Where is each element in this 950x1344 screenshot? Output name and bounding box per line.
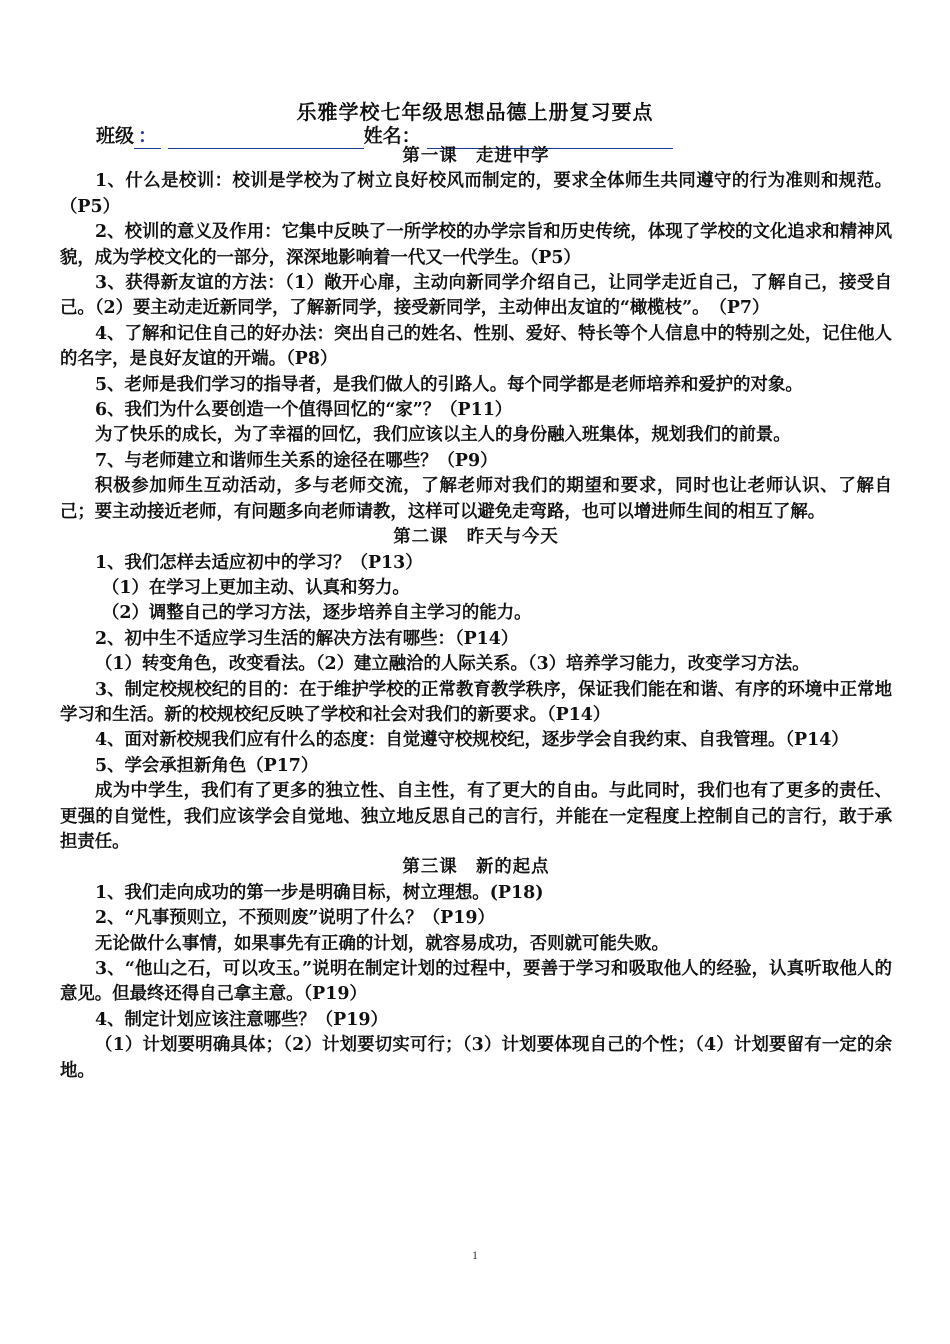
class-colon: ： [134,121,161,149]
paragraph: （2）调整自己的学习方法，逐步培养自主学习的能力。 [102,603,532,624]
paragraph: 2、“凡事预则立，不预则废”说明了什么？（P19） [95,908,495,929]
paragraph: 2、初中生不适应学习生活的解决方法有哪些：（P14） [95,628,519,649]
paragraph: （1）在学习上更加主动、认真和努力。 [102,577,410,598]
document-body [60,144,892,1084]
paragraph: 1、什么是校训：校训是学校为了树立良好校风而制定的，要求全体师生共同遵守的行为准则和规范。（P5） [60,171,892,217]
paragraph: 3、获得新友谊的方法：（1）敞开心扉，主动向新同学介绍自己，让同学走近自己，了解自己，接受自己。（2）要主动走近新同学，了解新同学，接受新同学，主动伸出友谊的“橄榄枝”。 （P7） [60,273,892,319]
paragraph: 4、面对新校规我们应有什么的态度：自觉遵守校规校纪，逐步学会自我约束、自我管理。（P14） [95,730,849,751]
document-title: 乐雅学校七年级思想品德上册复习要点 [296,100,654,124]
paragraph: 积极参加师生互动活动，多与老师交流，了解老师对我们的期望和要求，同时也让老师认识、了解自己；要主动接近老师，有问题多向老师请教，这样可以避免走弯路，也可以增进师生间的相互了解。 [60,476,892,522]
name-label: 姓名： [363,125,421,147]
paragraph: 2、校训的意义及作用：它集中反映了一所学校的办学宗旨和历史传统，体现了学校的文化追求和精神风貌，成为学校文化的一部分，深深地影响着一代又一代学生。（P5） [60,222,892,268]
paragraph: （1）计划要明确具体；（2）计划要切实可行；（3）计划要体现自己的个性；（4）计划要留有一定的余地。 [60,1035,892,1081]
class-label: 班级 [96,125,135,147]
paragraph: 7、与老师建立和谐师生关系的途径在哪些？（P9） [95,450,498,471]
paragraph: 5、老师是我们学习的指导者，是我们做人的引路人。每个同学都是老师培养和爱护的对象。 [95,374,803,395]
paragraph: 无论做什么事情，如果事先有正确的计划，就容易成功，否则就可能失败。 [95,933,669,954]
lesson-heading: 第一课 走进中学 [402,146,550,166]
paragraph: 1、我们走向成功的第一步是明确目标，树立理想。(P18) [95,882,544,903]
paragraph: 5、学会承担新角色（P17） [95,755,319,776]
paragraph: 3、制定校规校纪的目的：在于维护学校的正常教育教学秩序，保证我们能在和谐、有序的环境中正常地学习和生活。新的校规校纪反映了学校和社会对我们的新要求。（P14） [60,679,892,725]
paragraph: 为了快乐的成长，为了幸福的回忆，我们应该以主人的身份融入班集体，规划我们的前景。 [95,425,791,446]
paragraph: 1、我们怎样去适应初中的学习？（P13） [95,552,423,573]
paragraph: 3、“他山之石，可以攻玉。”说明在制定计划的过程中，要善于学习和吸取他人的经验，认真听取他人的意见。但最终还得自己拿主意。（P19） [60,959,892,1005]
paragraph: 4、了解和记住自己的好办法：突出自己的姓名、性别、爱好、特长等个人信息中的特别之处，记住他人的名字，是良好友谊的开端。（P8） [60,323,892,370]
lesson-heading: 第三课 新的起点 [402,857,550,878]
paragraph: 4、制定计划应该注意哪些？（P19） [95,1009,388,1030]
page-number: 1 [472,1248,478,1262]
paragraph: 6、我们为什么要创造一个值得回忆的“家”？（P11） [95,400,513,421]
paragraph: 成为中学生，我们有了更多的独立性、自主性，有了更大的自由。与此同时，我们也有了更多的责任、更强的自觉性，我们应该学会自觉地、独立地反思自己的言行，并能在一定程度上控制自己的言行，敢于承担责任。 [60,781,892,852]
lesson-heading: 第二课 昨天与今天 [393,527,559,548]
paragraph: （1）转变角色，改变看法。（2）建立融洽的人际关系。（3）培养学习能力，改变学习方法。 [95,654,810,675]
